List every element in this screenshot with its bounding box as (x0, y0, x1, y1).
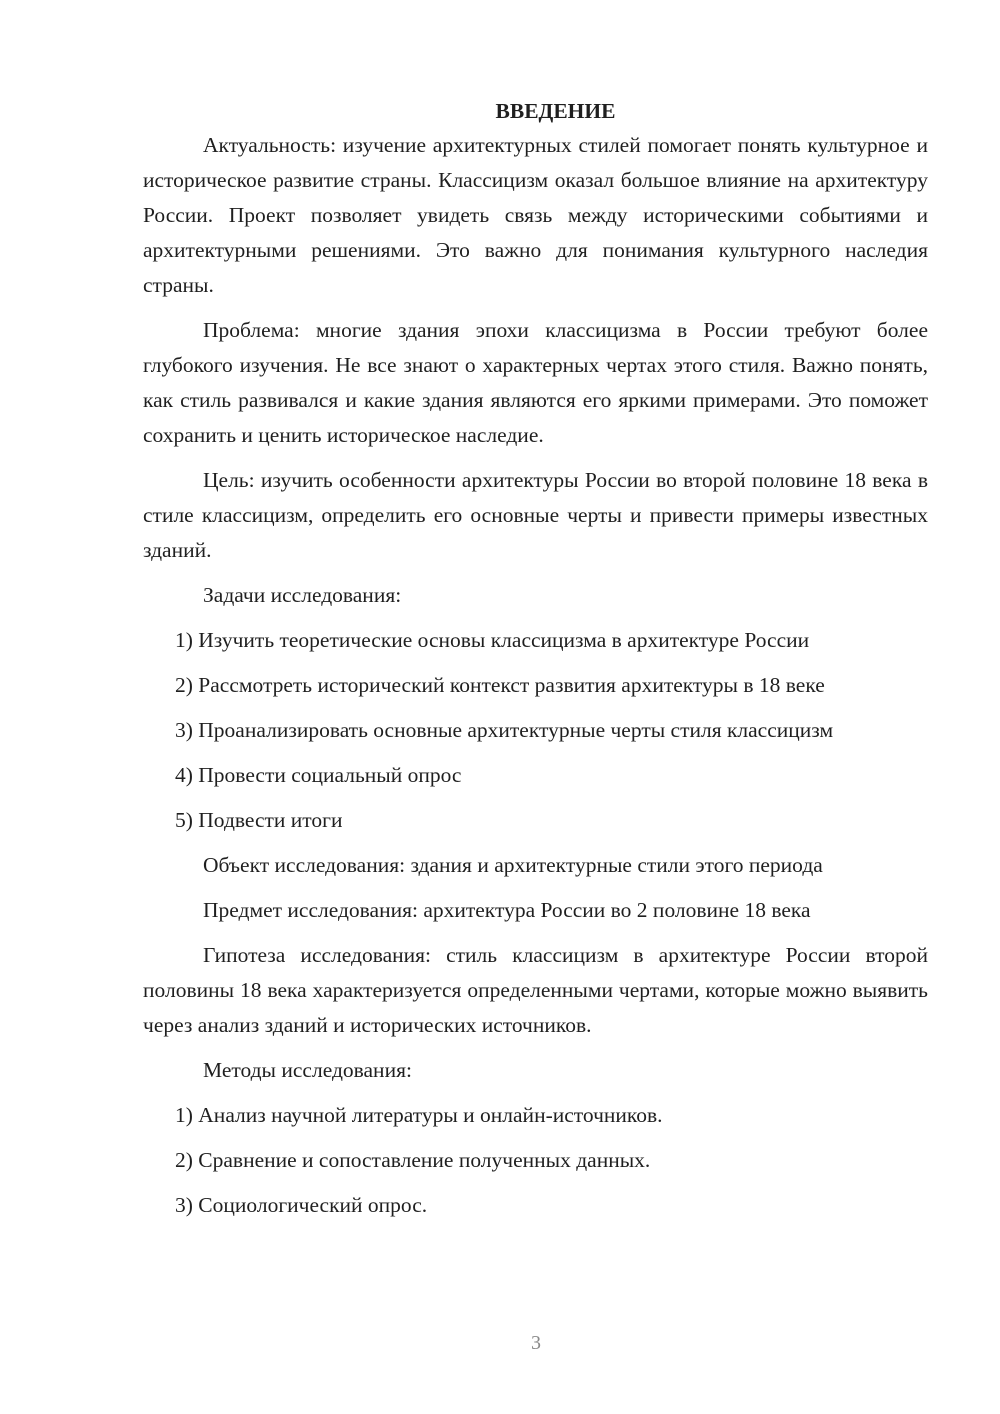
hypothesis-paragraph: Гипотеза исследования: стиль классицизм в архитектуре России второй половины 18 века характеризуется определенными чертами, которые можно выявить через анализ зданий и исторических источников. (143, 943, 928, 1037)
goal-paragraph: Цель: изучить особенности архитектуры России во второй половине 18 века в стиле классицизм, определить его основные черты и привести примеры известных зданий. (143, 468, 928, 562)
task-item: 4) Провести социальный опрос (175, 763, 462, 787)
method-item: 1) Анализ научной литературы и онлайн-источников. (175, 1103, 663, 1127)
problem-paragraph: Проблема: многие здания эпохи классицизма в России требуют более глубокого изучения. Не все знают о характерных чертах этого стиля. Важно понять, как стиль развивался и какие здания являются его яркими примерами. Это поможет сохранить и ценить историческое наследие. (143, 318, 928, 447)
task-item: 3) Проанализировать основные архитектурные черты стиля классицизм (175, 718, 834, 742)
task-item: 5) Подвести итоги (175, 808, 343, 832)
method-item: 2) Сравнение и сопоставление полученных данных. (175, 1148, 651, 1172)
task-item: 2) Рассмотреть исторический контекст развития архитектуры в 18 веке (175, 673, 825, 697)
subject-line: Предмет исследования: архитектура России во 2 половине 18 века (203, 898, 811, 922)
page-title: ВВЕДЕНИЕ (495, 99, 616, 123)
methods-heading: Методы исследования: (203, 1058, 412, 1082)
tasks-heading: Задачи исследования: (203, 583, 402, 607)
task-item: 1) Изучить теоретические основы классицизма в архитектуре России (175, 628, 810, 652)
method-item: 3) Социологический опрос. (175, 1193, 428, 1217)
relevance-paragraph: Актуальность: изучение архитектурных стилей помогает понять культурное и историческое развитие страны. Классицизм оказал большое влияние на архитектуру России. Проект позволяет увидеть связь между историческими событиями и архитектурными решениями. Это важно для понимания культурного наследия страны. (143, 133, 928, 297)
document-body (143, 94, 928, 1233)
page-number: 3 (531, 1332, 541, 1354)
object-line: Объект исследования: здания и архитектурные стили этого периода (203, 853, 823, 877)
